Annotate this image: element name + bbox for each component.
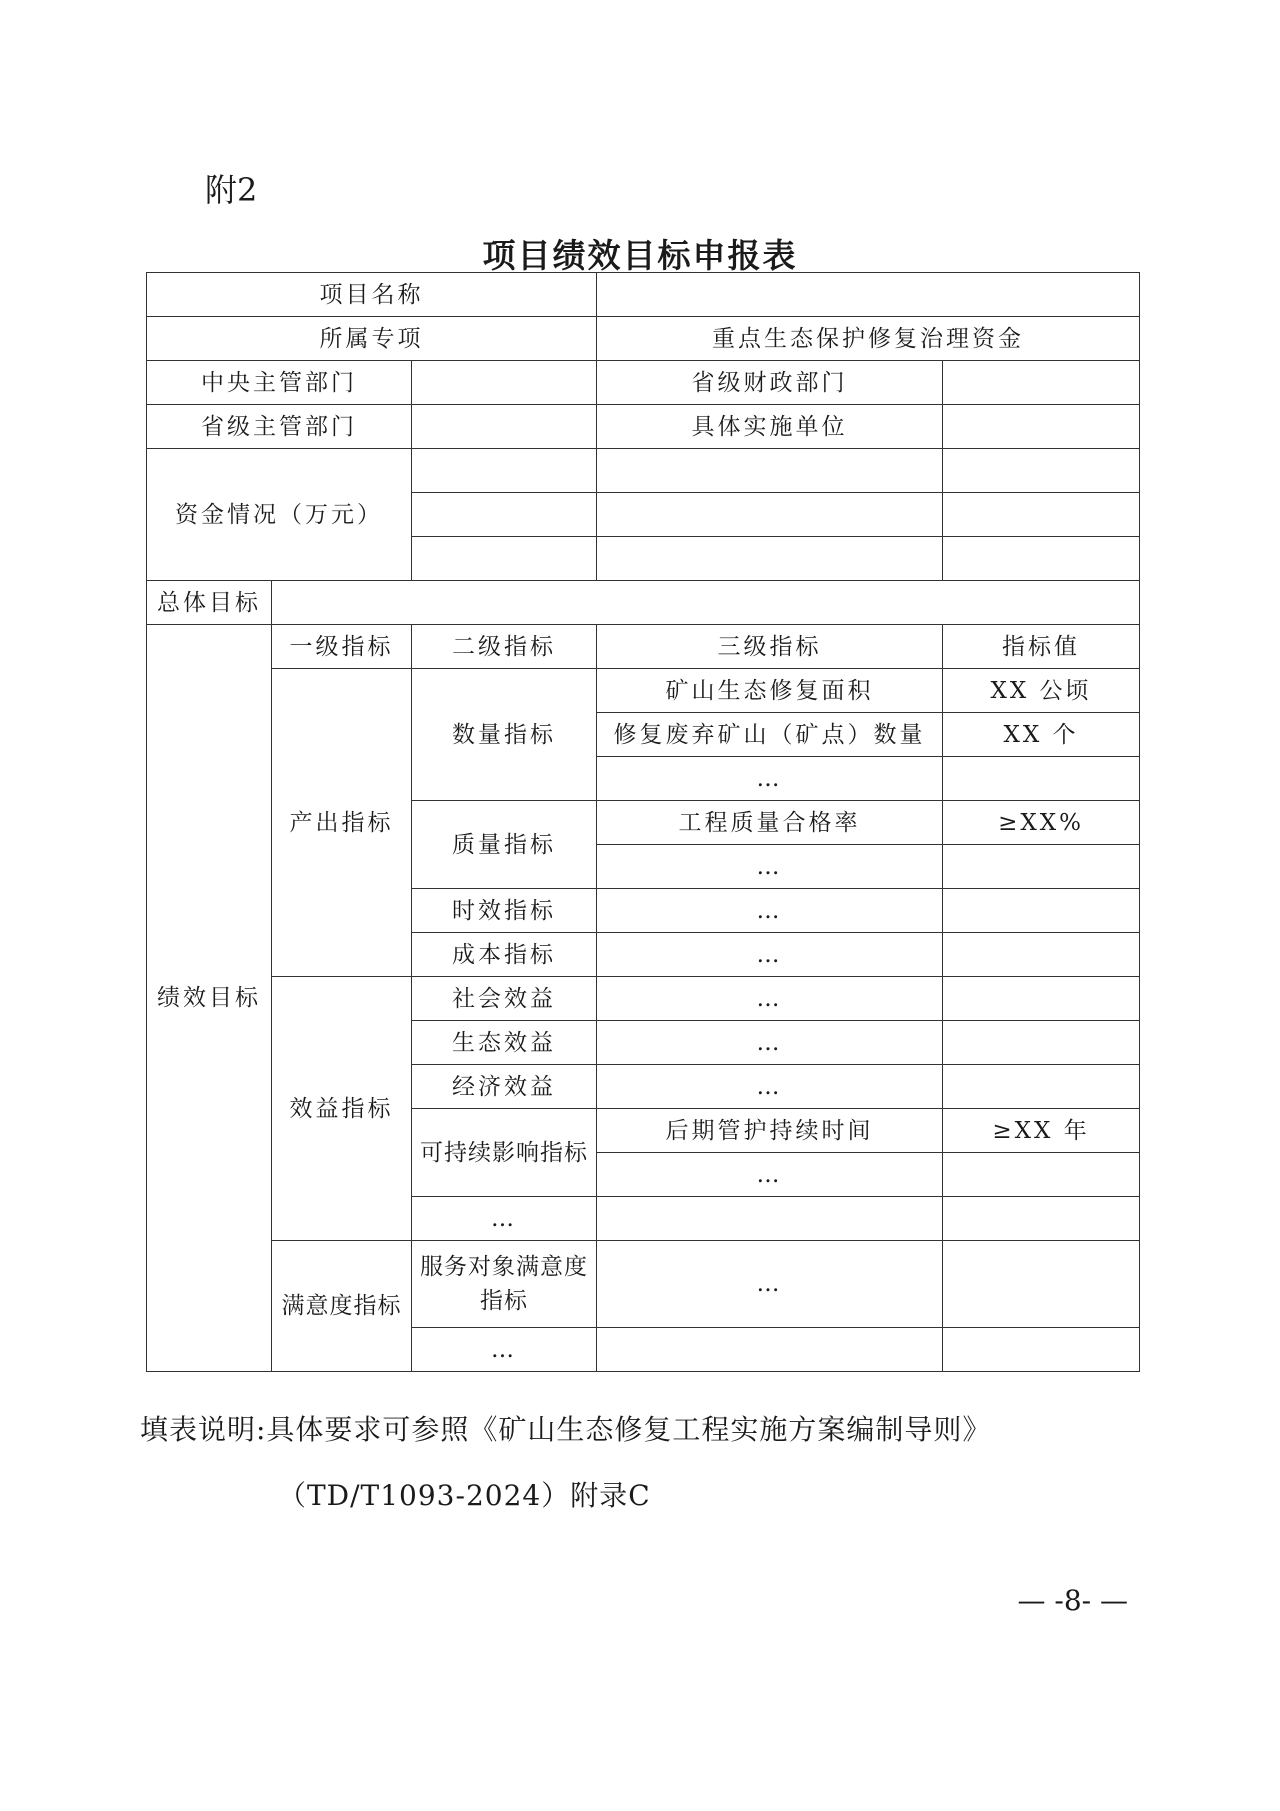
indicator-value[interactable]	[943, 1021, 1140, 1065]
overall-goal-field[interactable]	[272, 581, 1140, 625]
header-level3: 三级指标	[597, 625, 943, 669]
social-label: 社会效益	[412, 977, 597, 1021]
prov-dept-label: 省级主管部门	[147, 405, 412, 449]
row-funds-1	[147, 449, 1140, 493]
prov-finance-field[interactable]	[943, 361, 1140, 405]
funds-cell[interactable]	[412, 493, 597, 537]
indicator-name: …	[597, 1241, 943, 1328]
indicator-name: …	[597, 845, 943, 889]
funds-cell[interactable]	[597, 493, 943, 537]
benefit-more: …	[412, 1197, 597, 1241]
indicator-name[interactable]	[597, 1197, 943, 1241]
funds-cell[interactable]	[597, 537, 943, 581]
cost-label: 成本指标	[412, 933, 597, 977]
indicator-name: 工程质量合格率	[597, 801, 943, 845]
indicator-name: …	[597, 757, 943, 801]
special-label: 所属专项	[147, 317, 597, 361]
page-number: — -8- —	[1017, 1584, 1128, 1617]
attachment-label: 附2	[205, 171, 258, 209]
quantity-label: 数量指标	[412, 669, 597, 801]
prov-dept-field[interactable]	[412, 405, 597, 449]
header-value: 指标值	[943, 625, 1140, 669]
output-label: 产出指标	[272, 669, 412, 977]
sustain-label: 可持续影响指标	[412, 1109, 597, 1197]
central-dept-label: 中央主管部门	[147, 361, 412, 405]
impl-unit-label: 具体实施单位	[597, 405, 943, 449]
indicator-value[interactable]	[943, 1153, 1140, 1197]
project-name-field[interactable]	[597, 273, 1140, 317]
prov-finance-label: 省级财政部门	[597, 361, 943, 405]
table-row	[147, 977, 1140, 1021]
satisfaction-label: 满意度指标	[272, 1241, 412, 1372]
row-overall-goal	[147, 581, 1140, 625]
impl-unit-field[interactable]	[943, 405, 1140, 449]
indicator-value[interactable]	[943, 1065, 1140, 1109]
funds-cell[interactable]	[943, 449, 1140, 493]
benefit-label: 效益指标	[272, 977, 412, 1241]
perf-label: 绩效目标	[147, 625, 272, 1372]
form-title: 项目绩效目标申报表	[482, 236, 798, 275]
indicator-value[interactable]	[943, 977, 1140, 1021]
funds-cell[interactable]	[943, 537, 1140, 581]
project-name-label: 项目名称	[147, 273, 597, 317]
indicator-name: …	[597, 1153, 943, 1197]
service-label: 服务对象满意度指标	[412, 1241, 597, 1328]
indicator-value[interactable]	[943, 1241, 1140, 1328]
central-dept-field[interactable]	[412, 361, 597, 405]
funds-label: 资金情况（万元）	[147, 449, 412, 581]
overall-goal-label: 总体目标	[147, 581, 272, 625]
special-value: 重点生态保护修复治理资金	[597, 317, 1140, 361]
row-special	[147, 317, 1140, 361]
row-prov-dept	[147, 405, 1140, 449]
indicator-name[interactable]	[597, 1328, 943, 1372]
econ-label: 经济效益	[412, 1065, 597, 1109]
indicator-value[interactable]	[943, 845, 1140, 889]
indicator-name: …	[597, 1065, 943, 1109]
row-central-dept	[147, 361, 1140, 405]
header-level1: 一级指标	[272, 625, 412, 669]
row-project-name	[147, 273, 1140, 317]
funds-cell[interactable]	[943, 493, 1140, 537]
satisfaction-more: …	[412, 1328, 597, 1372]
quality-label: 质量指标	[412, 801, 597, 889]
indicator-value[interactable]	[943, 1197, 1140, 1241]
fill-instructions: 填表说明:具体要求可参照《矿山生态修复工程实施方案编制导则》	[140, 1413, 992, 1446]
funds-cell[interactable]	[597, 449, 943, 493]
table-row	[147, 669, 1140, 713]
indicator-name: 修复废弃矿山（矿点）数量	[597, 713, 943, 757]
indicator-value[interactable]	[943, 933, 1140, 977]
eco-label: 生态效益	[412, 1021, 597, 1065]
indicator-value: ≥XX 年	[943, 1109, 1140, 1153]
indicator-name: …	[597, 977, 943, 1021]
row-perf-header	[147, 625, 1140, 669]
indicator-value[interactable]	[943, 757, 1140, 801]
fill-instructions-reference: （TD/T1093-2024）附录C	[278, 1479, 651, 1512]
table-row	[147, 1241, 1140, 1328]
funds-cell[interactable]	[412, 537, 597, 581]
indicator-value: ≥XX%	[943, 801, 1140, 845]
indicator-name: …	[597, 1021, 943, 1065]
indicator-value[interactable]	[943, 1328, 1140, 1372]
indicator-name: …	[597, 933, 943, 977]
indicator-name: 后期管护持续时间	[597, 1109, 943, 1153]
indicator-value: XX 公顷	[943, 669, 1140, 713]
timeliness-label: 时效指标	[412, 889, 597, 933]
indicator-value[interactable]	[943, 889, 1140, 933]
indicator-name: …	[597, 889, 943, 933]
funds-cell[interactable]	[412, 449, 597, 493]
performance-target-form	[146, 272, 1140, 1372]
indicator-value: XX 个	[943, 713, 1140, 757]
indicator-name: 矿山生态修复面积	[597, 669, 943, 713]
header-level2: 二级指标	[412, 625, 597, 669]
